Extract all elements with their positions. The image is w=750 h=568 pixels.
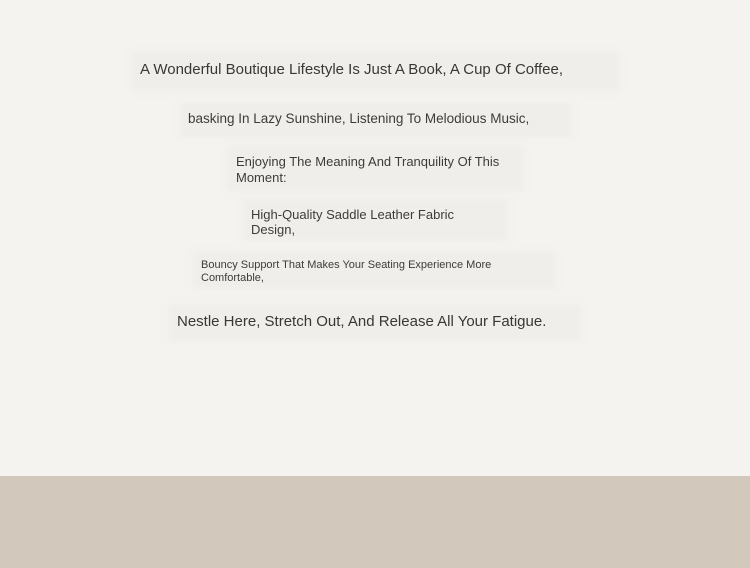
text-line-6: Nestle Here, Stretch Out, And Release All Your Fatigue. <box>177 313 547 330</box>
text-line-3: Enjoying The Meaning And Tranquility Of This Moment: <box>236 154 500 185</box>
footer-band <box>0 476 750 568</box>
text-line-2: basking In Lazy Sunshine, Listening To Melodious Music, <box>188 111 530 126</box>
text-line-4: High-Quality Saddle Leather Fabric Design, <box>251 207 455 237</box>
text-line-5: Bouncy Support That Makes Your Seating Experience More Comfortable, <box>201 259 492 284</box>
text-line-1: A Wonderful Boutique Lifestyle Is Just A Book, A Cup Of Coffee, <box>140 61 564 78</box>
